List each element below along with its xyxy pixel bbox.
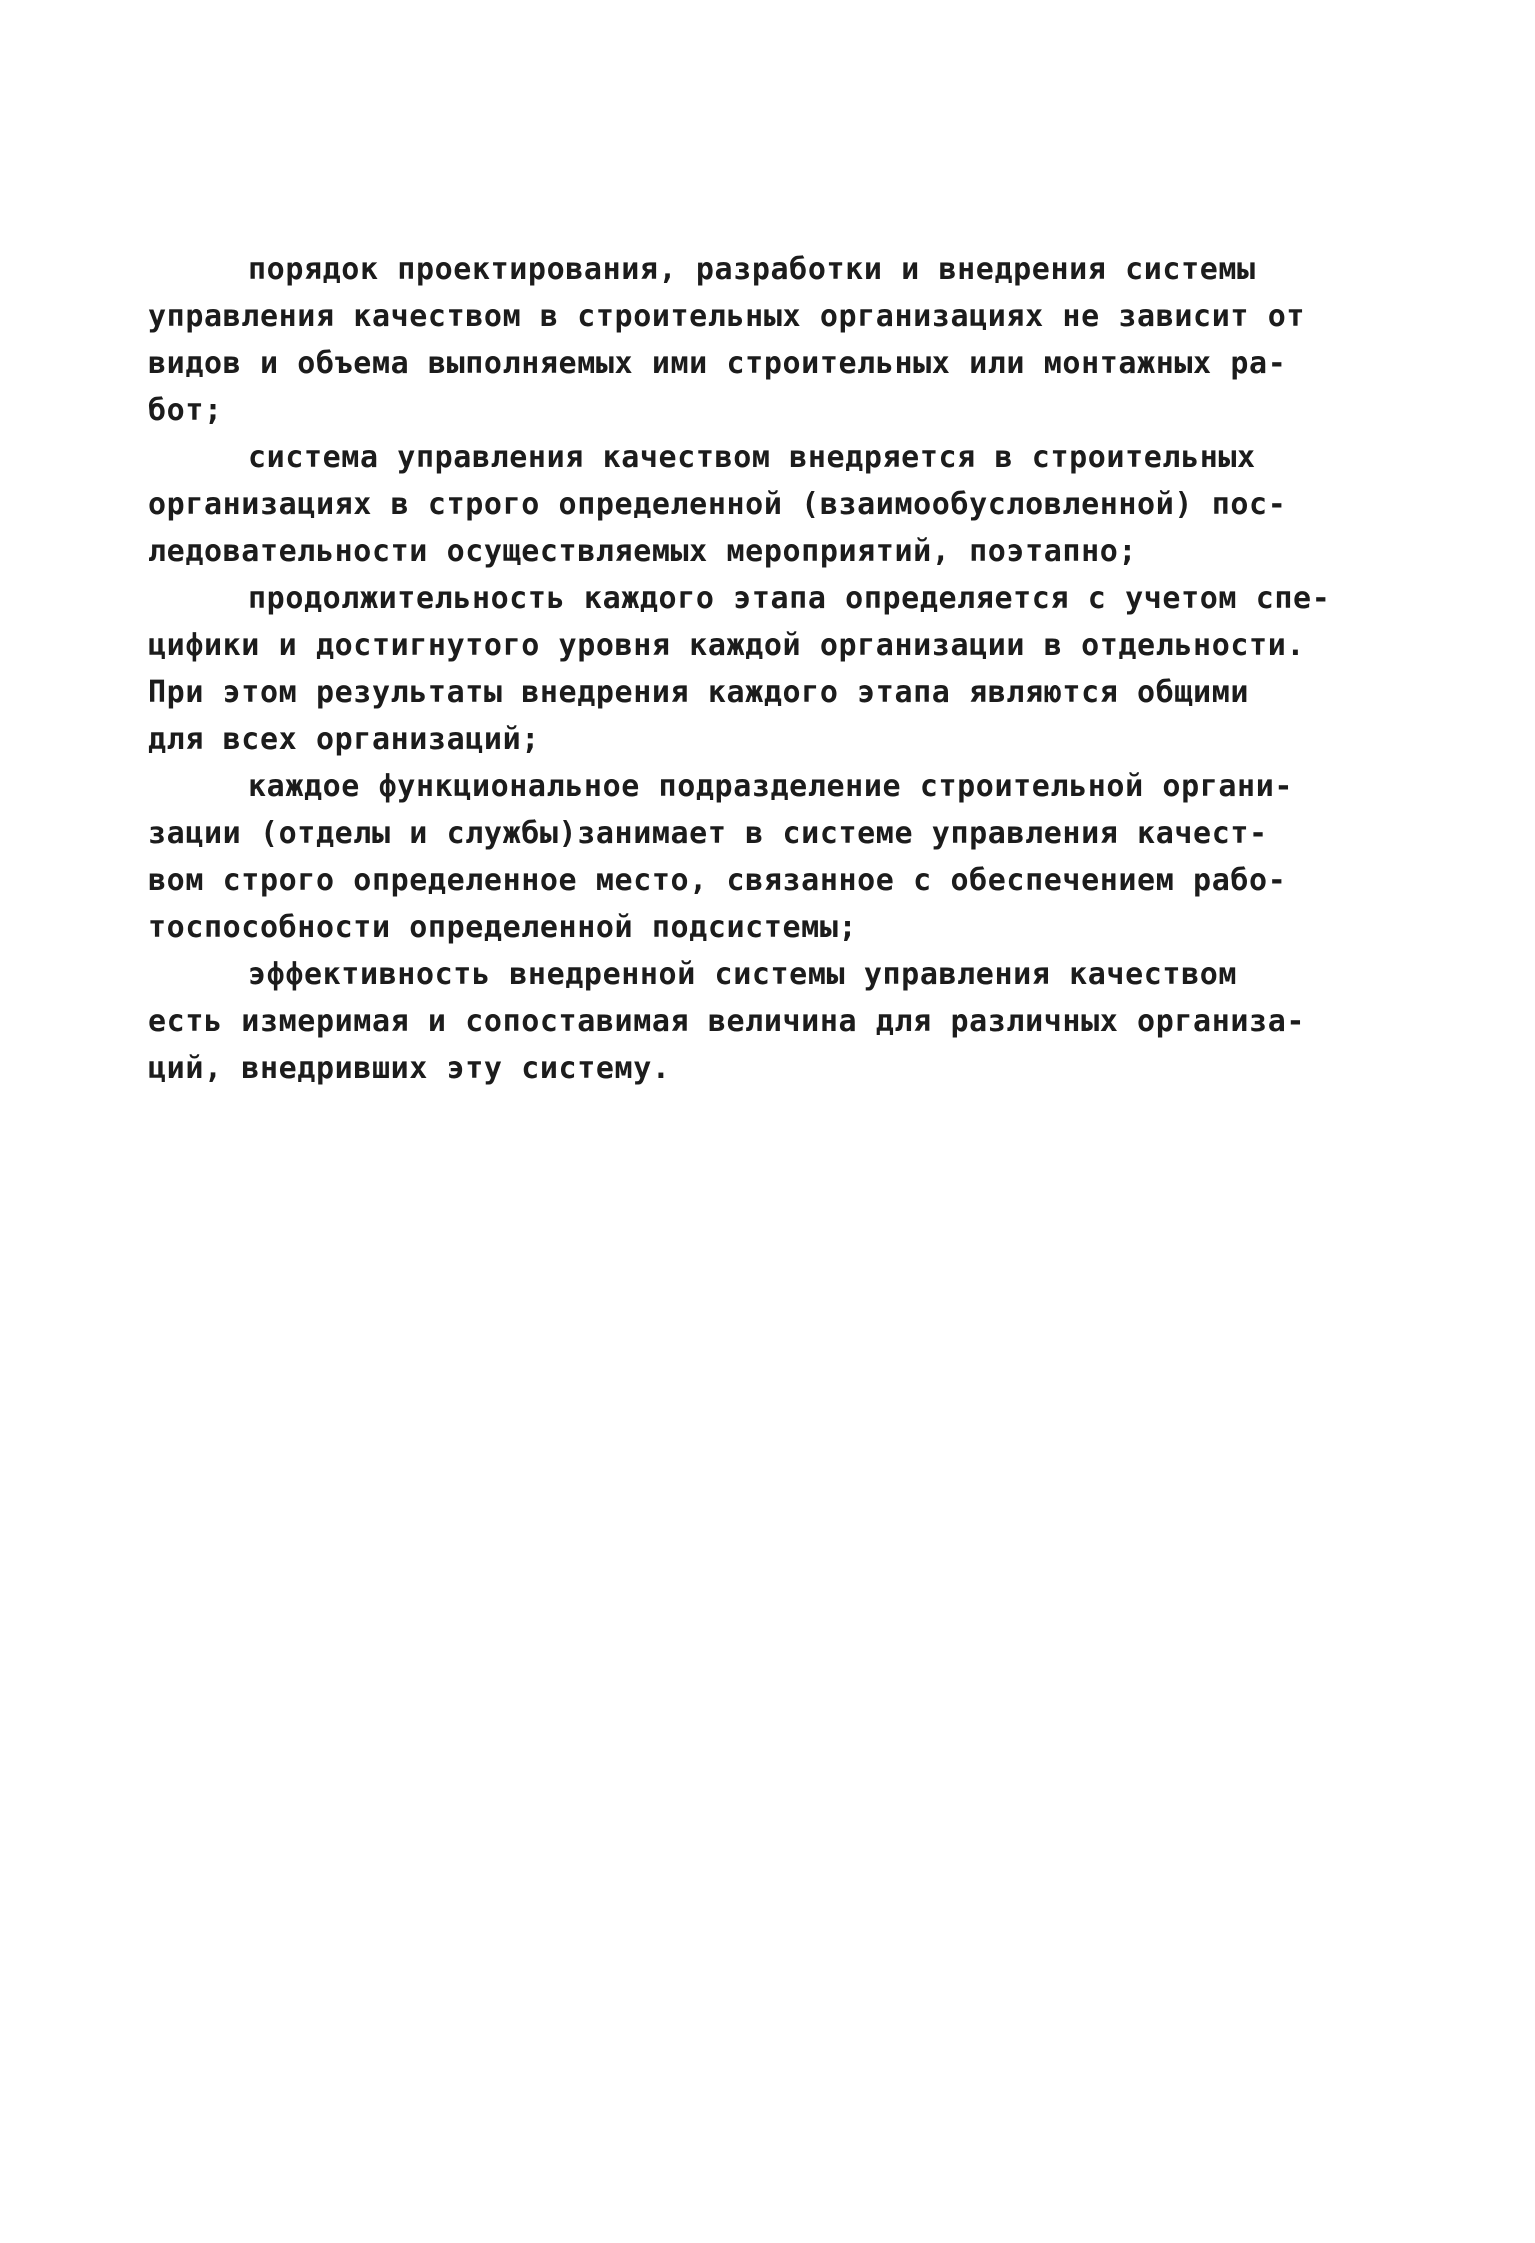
- body-text: [148, 246, 1418, 1092]
- paragraph-4-line-4: тоспособности определенной подсистемы;: [148, 910, 858, 945]
- paragraph-4-line-3: вом строго определенное место, связанное с обеспечением рабо-: [148, 863, 1287, 898]
- paragraph-1-line-4: бот;: [148, 393, 223, 428]
- paragraph-5-line-1: эффективность внедренной системы управления качеством: [248, 957, 1238, 992]
- paragraph-2-line-2: организациях в строго определенной (взаимообусловленной) пос-: [148, 487, 1287, 522]
- paragraph-3-line-1: продолжительность каждого этапа определяется с учетом спе-: [248, 581, 1331, 616]
- paragraph-1-line-2: управления качеством в строительных организациях не зависит от: [148, 299, 1306, 334]
- paragraph-2-line-1: система управления качеством внедряется в строительных: [248, 440, 1256, 475]
- paragraph-3-line-3: При этом результаты внедрения каждого этапа являются общими: [148, 675, 1250, 710]
- paragraph-1-line-3: видов и объема выполняемых ими строительных или монтажных ра-: [148, 346, 1287, 381]
- paragraph-2-line-3: ледовательности осуществляемых мероприятий, поэтапно;: [148, 534, 1138, 569]
- paragraph-1-line-1: порядок проектирования, разработки и внедрения системы: [248, 252, 1256, 287]
- paragraph-5-line-2: есть измеримая и сопоставимая величина для различных организа-: [148, 1004, 1306, 1039]
- paragraph-5-line-3: ций, внедривших эту систему.: [148, 1051, 671, 1086]
- paragraph-4-line-2: зации (отделы и службы)занимает в системе управления качест-: [148, 816, 1268, 851]
- paragraph-4-line-1: каждое функциональное подразделение строительной органи-: [248, 769, 1294, 804]
- paragraph-3-line-2: цифики и достигнутого уровня каждой организации в отдельности.: [148, 628, 1306, 663]
- paragraph-3-line-4: для всех организаций;: [148, 722, 540, 757]
